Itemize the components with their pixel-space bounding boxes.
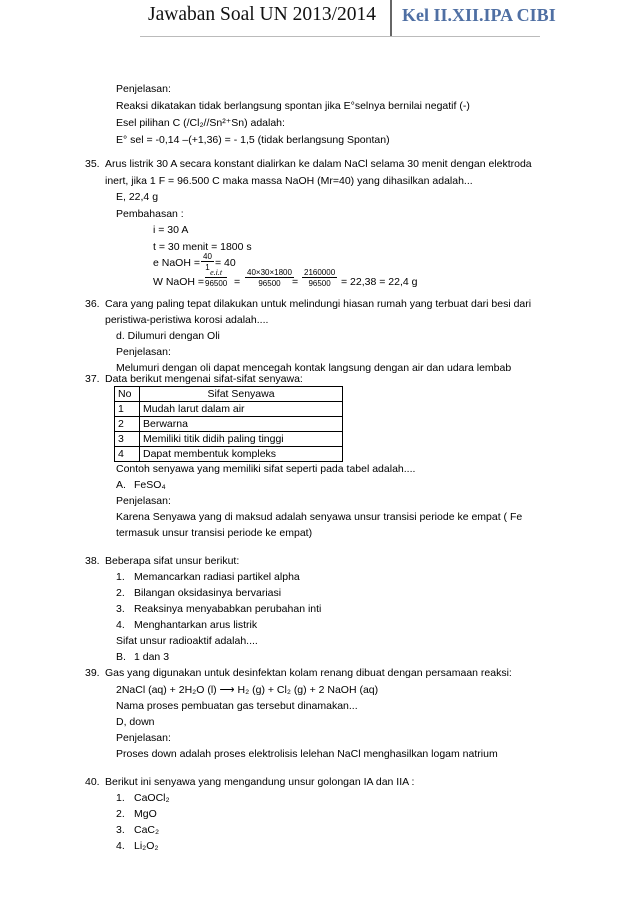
fraction-denominator: 96500 <box>205 279 228 288</box>
q37-penjelasan-label: Penjelasan: <box>116 495 171 507</box>
list-item: Bilangan oksidasinya bervariasi <box>134 587 282 599</box>
question-number: 35. <box>85 158 100 170</box>
list-item: CaOCl₂ <box>134 792 170 804</box>
q37-explanation-line: termasuk unsur transisi periode ke empat) <box>116 527 313 539</box>
table-row <box>115 402 343 417</box>
q35-w-fraction-1 <box>205 268 227 288</box>
fraction-denominator: 96500 <box>308 279 331 288</box>
properties-table <box>114 386 343 462</box>
table-cell-sifat: Dapat membentuk kompleks <box>140 447 343 462</box>
list-item-number: 3. <box>116 824 125 836</box>
q34-explanation-line: Reaksi dikatakan tidak berlangsung spontan jika E°selnya bernilai negatif (-) <box>116 100 470 112</box>
q39-penjelasan-label: Penjelasan: <box>116 732 171 744</box>
answer-letter: A. <box>116 479 126 491</box>
list-item: CaC₂ <box>134 824 160 836</box>
q36-question-line: peristiwa-peristiwa korosi adalah.... <box>105 314 269 326</box>
q40-question-line: Berikut ini senyawa yang mengandung unsur golongan IA dan IIA : <box>105 776 415 788</box>
question-number: 37. <box>85 373 100 385</box>
equals-sign: = <box>234 276 241 288</box>
page-header-group: Kel II.XII.IPA CIBI <box>402 5 556 25</box>
q35-current: i = 30 A <box>153 224 189 236</box>
question-number: 38. <box>85 555 100 567</box>
fraction-numerator: 40×30×1800 <box>247 268 292 277</box>
q36-explanation: Melumuri dengan oli dapat mencegah kontak langsung dengan air dan udara lembab <box>116 362 512 374</box>
fraction-numerator: e.i.t <box>205 268 227 278</box>
column-header-no: No <box>115 387 140 402</box>
question-number: 40. <box>85 776 100 788</box>
q35-e-label: e NaOH = <box>153 257 200 269</box>
table-row <box>115 447 343 462</box>
list-item-number: 1. <box>116 792 125 804</box>
table-cell-no: 4 <box>115 447 140 462</box>
q39-explanation: Proses down adalah proses elektrolisis lelehan NaCl menghasilkan logam natrium <box>116 748 498 760</box>
table-cell-no: 1 <box>115 402 140 417</box>
list-item: Menghantarkan arus listrik <box>134 619 258 631</box>
q38-answer: 1 dan 3 <box>134 651 170 663</box>
answer-letter: B. <box>116 651 126 663</box>
table-row <box>115 432 343 447</box>
header-divider <box>390 0 392 37</box>
list-item-number: 4. <box>116 619 125 631</box>
q35-pembahasan-label: Pembahasan : <box>116 208 184 220</box>
list-item: MgO <box>134 808 157 820</box>
q35-e-result: = 40 <box>215 257 236 269</box>
q34-penjelasan-label: Penjelasan: <box>116 83 171 95</box>
list-item-number: 1. <box>116 571 125 583</box>
q36-question-line: Cara yang paling tepat dilakukan untuk melindungi hiasan rumah yang terbuat dari besi dari <box>105 298 532 310</box>
q35-question-line: inert, jika 1 F = 96.500 C maka massa NaOH (Mr=40) yang dihasilkan adalah... <box>105 175 473 187</box>
q39-answer: D, down <box>116 716 155 728</box>
q35-w-label: W NaOH = <box>153 276 205 288</box>
table-cell-sifat: Memiliki titik didih paling tinggi <box>140 432 343 447</box>
q37-question-line: Data berikut mengenai sifat-sifat senyawa: <box>105 373 303 385</box>
fraction-denominator: 96500 <box>258 279 281 288</box>
q34-explanation-line: E° sel = -0,14 –(+1,36) = - 1,5 (tidak berlangsung Spontan) <box>116 134 390 146</box>
q39-question-line: Nama proses pembuatan gas tersebut dinamakan... <box>116 700 358 712</box>
fraction-numerator: 2160000 <box>304 268 336 277</box>
q37-answer: FeSO₄ <box>134 479 166 491</box>
q37-explanation-line: Karena Senyawa yang di maksud adalah senyawa unsur transisi periode ke empat ( Fe <box>116 511 523 523</box>
q35-time: t = 30 menit = 1800 s <box>153 241 252 253</box>
table-row <box>115 417 343 432</box>
q35-w-fraction-3 <box>302 268 337 288</box>
equals-sign: = <box>292 276 299 288</box>
table-cell-sifat: Mudah larut dalam air <box>140 402 343 417</box>
table-cell-sifat: Berwarna <box>140 417 343 432</box>
list-item: Memancarkan radiasi partikel alpha <box>134 571 300 583</box>
header-underline <box>140 36 540 37</box>
q35-question-line: Arus listrik 30 A secara konstant dialirkan ke dalam NaCl selama 30 menit dengan elektroda <box>105 158 532 170</box>
column-header-sifat: Sifat Senyawa <box>140 387 343 402</box>
question-number: 36. <box>85 298 100 310</box>
page-header-title: Jawaban Soal UN 2013/2014 <box>148 4 377 25</box>
q34-explanation-line: Esel pilihan C (/Cl₂//Sn²⁺Sn) adalah: <box>116 117 285 129</box>
fraction-denominator: 1 <box>205 263 210 272</box>
list-item-number: 4. <box>116 840 125 852</box>
list-item: Reaksinya menyababkan perubahan inti <box>134 603 322 615</box>
table-cell-no: 3 <box>115 432 140 447</box>
fraction-numerator: 40 <box>203 252 212 261</box>
table-cell-no: 2 <box>115 417 140 432</box>
q36-penjelasan-label: Penjelasan: <box>116 346 171 358</box>
list-item-number: 2. <box>116 808 125 820</box>
q35-answer: E, 22,4 g <box>116 191 159 203</box>
list-item-number: 2. <box>116 587 125 599</box>
q35-w-fraction-2 <box>245 268 294 288</box>
q39-question-line: Gas yang digunakan untuk desinfektan kolam renang dibuat dengan persamaan reaksi: <box>105 667 512 679</box>
q36-answer: d. Dilumuri dengan Oli <box>116 330 220 342</box>
table-header-row <box>115 387 343 402</box>
q38-question-line: Beberapa sifat unsur berikut: <box>105 555 240 567</box>
q39-reaction-equation: 2NaCl (aq) + 2H₂O (l) ⟶ H₂ (g) + Cl₂ (g) + 2 NaOH (aq) <box>116 684 379 696</box>
list-item: Li₂O₂ <box>134 840 159 852</box>
question-number: 39. <box>85 667 100 679</box>
q37-question-line: Contoh senyawa yang memiliki sifat seperti pada tabel adalah.... <box>116 463 416 475</box>
q38-question-line: Sifat unsur radioaktif adalah.... <box>116 635 258 647</box>
q35-w-result: = 22,38 = 22,4 g <box>341 276 418 288</box>
list-item-number: 3. <box>116 603 125 615</box>
